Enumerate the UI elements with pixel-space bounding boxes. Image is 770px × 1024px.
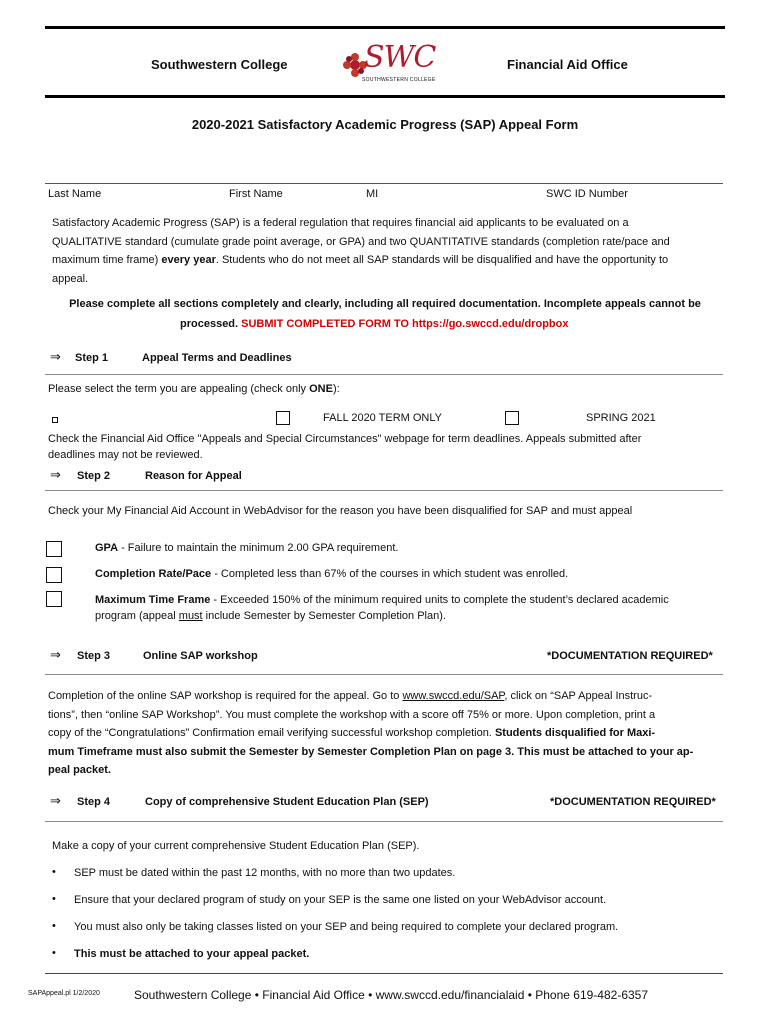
- step2-rule: [45, 490, 723, 491]
- sep-bullet-item: SEP must be dated within the past 12 months, with no more than two updates.: [74, 867, 456, 879]
- step4-label: Step 4: [77, 796, 111, 808]
- bullet-icon: •: [52, 893, 56, 905]
- spring-2021-label: SPRING 2021: [586, 412, 656, 424]
- intro-line: QUALITATIVE standard (cumulate grade point average, or GPA) and two QUANTITATIVE standards (completion rate/pace and: [52, 235, 670, 248]
- name-fields-rule: [45, 183, 723, 184]
- gpa-checkbox[interactable]: [46, 541, 62, 557]
- bullet-icon: •: [52, 920, 56, 932]
- step4-title: Copy of comprehensive Student Education Plan (SEP): [145, 796, 429, 808]
- step3-doc-required: *DOCUMENTATION REQUIRED*: [547, 650, 713, 662]
- footer-contact: Southwestern College • Financial Aid Office • www.swccd.edu/financialaid • Phone 619-482-6357: [134, 988, 649, 1002]
- step3-arrow-icon: ⇒: [50, 647, 61, 662]
- intro-paragraph: [52, 214, 732, 288]
- last-name-label: Last Name: [48, 188, 102, 200]
- max-timeframe-reason: Maximum Time Frame - Exceeded 150% of the minimum required units to complete the student’s declared academic program (appeal must include Semester by Semester Completion Plan).: [95, 594, 669, 622]
- step1-label: Step 1: [75, 352, 109, 364]
- step1-arrow-icon: ⇒: [50, 349, 61, 364]
- step3-rule: [45, 674, 723, 675]
- logo-subtext: SOUTHWESTERN COLLEGE: [362, 77, 436, 83]
- step4-arrow-icon: ⇒: [50, 793, 61, 808]
- step2-arrow-icon: ⇒: [50, 467, 61, 482]
- step1-title: Appeal Terms and Deadlines: [142, 352, 292, 364]
- intro-line: Satisfactory Academic Progress (SAP) is a federal regulation that requires financial aid applicants to be evaluated on a: [52, 217, 629, 229]
- max-timeframe-checkbox[interactable]: [46, 591, 62, 607]
- first-name-label: First Name: [229, 188, 283, 200]
- spring-2021-checkbox[interactable]: [505, 411, 519, 425]
- submit-url-text: SUBMIT COMPLETED FORM TO https://go.swccd.edu/dropbox: [241, 318, 569, 330]
- sep-bullet-item: You must also only be taking classes listed on your SEP and being required to complete your declared program.: [74, 921, 619, 933]
- mi-label: MI: [366, 188, 379, 200]
- sep-bullet-item: This must be attached to your appeal packet.: [74, 948, 310, 960]
- step3-label: Step 3: [77, 650, 111, 662]
- fall-2020-label: FALL 2020 TERM ONLY: [323, 412, 443, 424]
- term-select-prompt: Please select the term you are appealing (check only ONE):: [48, 383, 340, 395]
- swc-logo: [340, 34, 440, 90]
- sep-bullet-item: Ensure that your declared program of study on your SEP is the same one listed on your WebAdvisor account.: [74, 894, 607, 906]
- office-name: Financial Aid Office: [507, 57, 628, 72]
- instruction-line-2: processed. SUBMIT COMPLETED FORM TO https://go.swccd.edu/dropbox: [180, 318, 569, 330]
- fall-2020-checkbox[interactable]: [276, 411, 290, 425]
- step4-rule: [45, 821, 723, 822]
- completion-rate-checkbox[interactable]: [46, 567, 62, 583]
- step1-rule: [45, 374, 723, 375]
- step2-title: Reason for Appeal: [145, 470, 242, 482]
- deadline-note: Check the Financial Aid Office "Appeals and Special Circumstances" webpage for term deadlines. Appeals submitted after deadlines may not be reviewed.: [48, 433, 642, 461]
- top-rule: [45, 26, 725, 29]
- college-name: Southwestern College: [151, 57, 288, 72]
- term-extra-checkbox[interactable]: [52, 417, 58, 423]
- bullet-icon: •: [52, 947, 56, 959]
- step4-intro: Make a copy of your current comprehensive Student Education Plan (SEP).: [52, 840, 420, 852]
- header-bottom-rule: [45, 95, 725, 98]
- footer-rule: [45, 973, 723, 974]
- form-code: SAPAppeal.pl 1/2/2020: [28, 990, 100, 997]
- step2-instruction: Check your My Financial Aid Account in WebAdvisor for the reason you have been disqualified for SAP and must appeal: [48, 505, 633, 517]
- bullet-icon: •: [52, 866, 56, 878]
- intro-line: maximum time frame) every year. Students who do not meet all SAP standards will be disqualified and have the opportunity to: [52, 254, 669, 266]
- logo-wordmark: SWC: [364, 40, 436, 75]
- step3-paragraph: Completion of the online SAP workshop is required for the appeal. Go to www.swccd.edu/SAP, click on “SAP Appeal Instruc- tions”, then “online SAP Workshop”. You must complete the workshop with a score off 75% or more. Upon completion, print a copy of the “Congratulations” Confirmation email verifying successful workshop completion. Students disqualified for Maxi- mum Timeframe must also submit the Semester by Semester Completion Plan on page 3. This must be attached to your ap- peal packet.: [48, 690, 694, 776]
- intro-line: appeal.: [52, 272, 89, 285]
- instruction-line-1: Please complete all sections completely and clearly, including all required documentation. Incomplete appeals cannot be: [69, 298, 701, 310]
- form-title: 2020-2021 Satisfactory Academic Progress (SAP) Appeal Form: [191, 117, 579, 132]
- step4-doc-required: *DOCUMENTATION REQUIRED*: [550, 796, 716, 808]
- step2-label: Step 2: [77, 470, 111, 482]
- gpa-reason: GPA - Failure to maintain the minimum 2.00 GPA requirement.: [95, 542, 399, 554]
- swc-id-label: SWC ID Number: [546, 188, 628, 200]
- completion-rate-reason: Completion Rate/Pace - Completed less than 67% of the courses in which student was enrolled.: [95, 568, 569, 580]
- sap-workshop-link[interactable]: www.swccd.edu/SAP: [402, 690, 505, 702]
- step3-title: Online SAP workshop: [143, 650, 258, 662]
